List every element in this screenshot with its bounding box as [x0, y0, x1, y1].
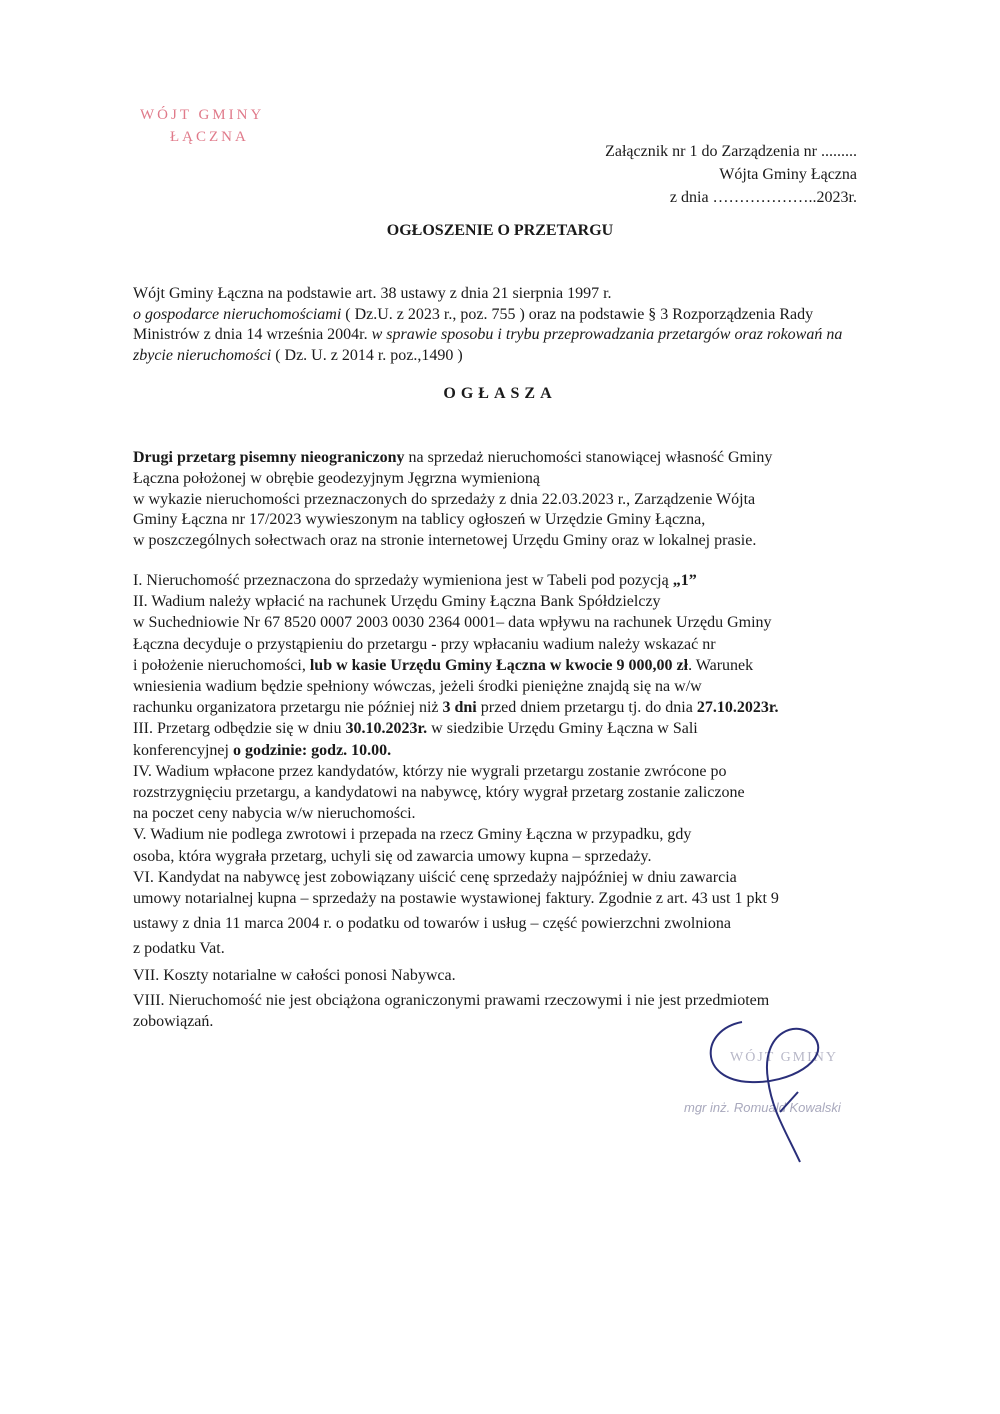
announce-heading: OGŁASZA: [443, 385, 557, 402]
para1-line-4: Gminy Łączna nr 17/2023 wywieszonym na tablicy ogłoszeń w Urzędzie Gminy Łączna,: [133, 511, 706, 529]
official-stamp: [140, 104, 290, 148]
section-6-line-3: ustawy z dnia 11 marca 2004 r. o podatku od towarów i usług – część powierzchni zwolniona: [133, 915, 731, 933]
legal-basis-paragraph: [133, 284, 873, 366]
section-6-line-2: umowy notarialnej kupna – sprzedaży na postawie wystawionej faktury. Zgodnie z art. 43 ust 1 pkt 9: [133, 890, 779, 908]
signature-block: [680, 1020, 910, 1170]
header-line-2: Wójta Gminy Łączna: [719, 166, 857, 183]
section-4-line-2: rozstrzygnięciu przetargu, a kandydatowi na nabywcę, który wygrał przetarg zostanie zaliczone: [133, 784, 745, 802]
tender-description: [133, 448, 863, 552]
header-line-1: Załącznik nr 1 do Zarządzenia nr .........: [605, 143, 857, 160]
header-line-3: z dnia ………………..2023r.: [669, 189, 857, 206]
section-6-line-1: VI. Kandydat na nabywcę jest zobowiązany uiścić cenę sprzedaży najpóźniej w dniu zawarcia: [133, 868, 737, 886]
intro-text-e: ( Dz. U. z 2014 r. poz.,1490 ): [271, 346, 463, 364]
section-8-line-2: zobowiązań.: [133, 1013, 214, 1031]
section-4-line-1: IV. Wadium wpłacone przez kandydatów, którzy nie wygrali przetargu zostanie zwrócone po: [133, 762, 727, 780]
section-2-deadline: 27.10.2023r.: [696, 699, 779, 717]
section-1-text: I. Nieruchomość przeznaczona do sprzedaży wymieniona jest w Tabeli pod pozycją: [133, 572, 673, 589]
signature-stamp-title: WÓJT GMINY: [730, 1050, 839, 1065]
tender-type: Drugi przetarg pisemny nieograniczony: [133, 449, 405, 466]
para1-line-1: na sprzedaż nieruchomości stanowiącej własność Gminy: [404, 449, 773, 466]
section-2-line-6a: rachunku organizatora przetargu nie później niż: [133, 699, 443, 717]
intro-text-b: o gospodarce nieruchomościami: [133, 305, 342, 323]
section-8-line-1: VIII. Nieruchomość nie jest obciążona ograniczonymi prawami rzeczowymi i nie jest przedmiotem: [133, 991, 770, 1009]
signature-stamp-name: mgr inż. Romuald Kowalski: [684, 1100, 841, 1115]
tender-conditions: [133, 570, 873, 1032]
stamp-line-1: WÓJT GMINY: [140, 107, 265, 123]
section-2-line-3: Łączna decyduje o przystąpieniu do przetargu - przy wpłacaniu wadium należy wskazać nr: [133, 635, 716, 653]
section-3-time: o godzinie: godz. 10.00.: [232, 741, 392, 759]
para1-line-5: w poszczególnych sołectwach oraz na stronie internetowej Urzędu Gminy oraz w lokalnej prasie.: [133, 532, 757, 550]
stamp-line-2: ŁĄCZNA: [170, 129, 249, 145]
handwritten-signature-icon: [680, 1020, 910, 1170]
section-4: [133, 761, 873, 825]
section-2-line-6c: przed dniem przetargu tj. do dnia: [476, 699, 697, 717]
para1-line-2: Łączna położonej w obrębie geodezyjnym Jęgrzna wymienioną: [133, 469, 540, 487]
section-6-line-4: z podatku Vat.: [133, 940, 225, 958]
section-7: [133, 965, 873, 986]
section-7-text: VII. Koszty notarialne w całości ponosi Nabywca.: [133, 966, 456, 984]
section-5: [133, 824, 873, 866]
section-3-line-1a: III. Przetarg odbędzie się w dniu: [133, 720, 346, 738]
section-2: [133, 591, 873, 718]
intro-text-a: Wójt Gminy Łączna na podstawie art. 38 ustawy z dnia 21 sierpnia 1997 r.: [133, 285, 612, 302]
para1-line-3: w wykazie nieruchomości przeznaczonych do sprzedaży z dnia 22.03.2023 r., Zarządzenie Wójta: [133, 490, 756, 508]
section-4-line-3: na poczet ceny nabycia w/w nieruchomości.: [133, 805, 416, 823]
document-title: OGŁOSZENIE O PRZETARGU: [386, 222, 614, 239]
intro-text-d: w sprawie sposobu i trybu przeprowadzania przetargów oraz rokowań na zbycie nieruchomości: [133, 326, 843, 364]
intro-text-c: ( Dz.U. z 2023 r., poz. 755 ) oraz na podstawie § 3 Rozporządzenia Rady Ministrów z dnia 14 września 2004r.: [133, 305, 814, 343]
section-5-line-2: osoba, która wygrała przetarg, uchyli się od zawarcia umowy kupna – sprzedaży.: [133, 847, 652, 865]
section-2-days: 3 dni: [442, 699, 477, 717]
section-5-line-1: V. Wadium nie podlega zwrotowi i przepada na rzecz Gminy Łączna w przypadku, gdy: [133, 826, 692, 844]
section-6: [133, 867, 873, 960]
section-2-line-4c: . Warunek: [688, 656, 754, 674]
section-3-line-2a: konferencyjnej: [133, 741, 233, 759]
section-3: [133, 718, 873, 760]
attachment-header: [605, 140, 857, 209]
section-1-position: „1”: [672, 572, 697, 589]
section-2-line-1: II. Wadium należy wpłacić na rachunek Urzędu Gminy Łączna Bank Spółdzielczy: [133, 593, 661, 611]
section-1: [133, 570, 873, 591]
section-2-deposit-amount: lub w kasie Urzędu Gminy Łączna w kwocie 9 000,00 zł: [309, 656, 689, 674]
section-2-line-2: w Suchedniowie Nr 67 8520 0007 2003 0030 2364 0001– data wpływu na rachunek Urzędu Gminy: [133, 614, 772, 632]
section-3-line-1c: w siedzibie Urzędu Gminy Łączna w Sali: [427, 720, 698, 738]
section-3-date: 30.10.2023r.: [345, 720, 428, 738]
section-2-line-4a: i położenie nieruchomości,: [133, 656, 310, 674]
section-2-line-5: wniesienia wadium będzie spełniony wówczas, jeżeli środki pieniężne znajdą się na w/w: [133, 678, 702, 696]
